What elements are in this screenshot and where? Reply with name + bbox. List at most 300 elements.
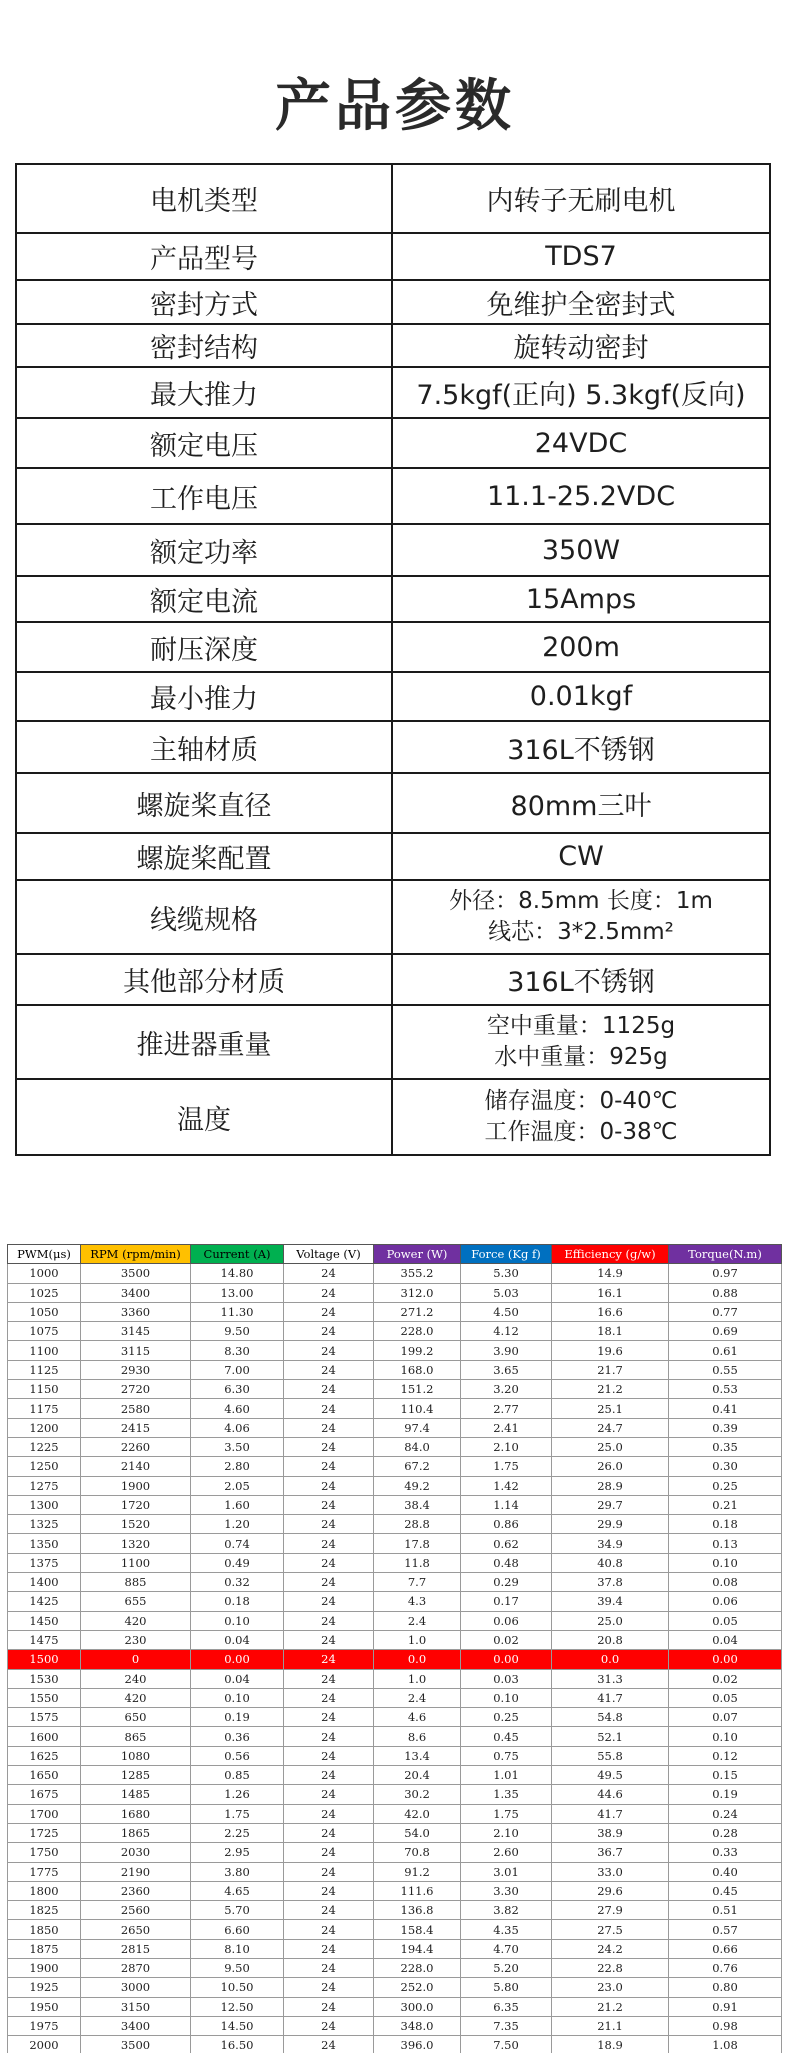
table-cell: 28.8 [374, 1515, 461, 1534]
page-title: 产品参数 [275, 74, 515, 139]
table-cell: 0.77 [669, 1302, 782, 1321]
table-cell: 1225 [8, 1437, 81, 1456]
table-cell: 42.0 [374, 1804, 461, 1823]
table-cell: 24 [284, 1534, 374, 1553]
table-cell: 3400 [81, 2016, 191, 2035]
table-cell: 1720 [81, 1495, 191, 1514]
spec-label: 最大推力 [16, 367, 392, 418]
table-cell: 1485 [81, 1785, 191, 1804]
spec-value-line: 空中重量：1125g [486, 1013, 676, 1039]
spec-value-line: 316L不锈钢 [507, 967, 655, 998]
table-cell: 5.80 [461, 1978, 552, 1997]
table-cell: 3150 [81, 1997, 191, 2016]
column-header: Efficiency (g/w) [552, 1245, 669, 1264]
table-cell: 2030 [81, 1843, 191, 1862]
table-cell: 1100 [8, 1341, 81, 1360]
table-cell: 1500 [8, 1650, 81, 1669]
table-cell: 0.06 [461, 1611, 552, 1630]
table-cell: 24 [284, 1785, 374, 1804]
table-cell: 4.60 [191, 1399, 284, 1418]
table-cell: 312.0 [374, 1283, 461, 1302]
table-cell: 4.35 [461, 1920, 552, 1939]
table-cell: 27.5 [552, 1920, 669, 1939]
table-cell: 252.0 [374, 1978, 461, 1997]
table-cell: 0.41 [669, 1399, 782, 1418]
table-cell: 3000 [81, 1978, 191, 1997]
table-cell: 158.4 [374, 1920, 461, 1939]
table-row [8, 1592, 782, 1611]
spec-row [16, 1079, 770, 1155]
table-cell: 4.70 [461, 1939, 552, 1958]
table-cell: 2930 [81, 1360, 191, 1379]
table-cell: 1150 [8, 1380, 81, 1399]
performance-header-row [8, 1245, 782, 1264]
table-cell: 0.17 [461, 1592, 552, 1611]
table-cell: 151.2 [374, 1380, 461, 1399]
spec-value-line: 350W [541, 534, 621, 566]
table-row [8, 1708, 782, 1727]
table-cell: 9.50 [191, 1322, 284, 1341]
spec-value [392, 1005, 770, 1079]
table-cell: 2.60 [461, 1843, 552, 1862]
table-row [8, 1958, 782, 1977]
table-cell: 24 [284, 1669, 374, 1688]
table-cell: 24 [284, 2036, 374, 2053]
table-cell: 0.66 [669, 1939, 782, 1958]
table-cell: 0.05 [669, 1688, 782, 1707]
table-cell: 4.3 [374, 1592, 461, 1611]
table-cell: 24 [284, 1341, 374, 1360]
column-header: Force (Kg f) [461, 1245, 552, 1264]
table-cell: 38.4 [374, 1495, 461, 1514]
table-cell: 24 [284, 1264, 374, 1283]
table-cell: 55.8 [552, 1746, 669, 1765]
table-cell: 24 [284, 1939, 374, 1958]
table-cell: 1650 [8, 1766, 81, 1785]
table-cell: 49.2 [374, 1476, 461, 1495]
table-cell: 0.32 [191, 1573, 284, 1592]
table-cell: 0.88 [669, 1283, 782, 1302]
column-header: Torque(N.m) [669, 1245, 782, 1264]
table-cell: 1.42 [461, 1476, 552, 1495]
table-cell: 1100 [81, 1553, 191, 1572]
table-row [8, 1534, 782, 1553]
table-row [8, 2036, 782, 2053]
table-cell: 2.41 [461, 1418, 552, 1437]
table-row [8, 1341, 782, 1360]
table-cell: 17.8 [374, 1534, 461, 1553]
table-cell: 1850 [8, 1920, 81, 1939]
performance-table [7, 1244, 782, 2053]
table-row [8, 2016, 782, 2035]
table-cell: 24 [284, 1283, 374, 1302]
table-cell: 228.0 [374, 1958, 461, 1977]
table-cell: 36.7 [552, 1843, 669, 1862]
table-cell: 1475 [8, 1630, 81, 1649]
table-cell: 0.19 [669, 1785, 782, 1804]
column-header: Current (A) [191, 1245, 284, 1264]
spec-label: 产品型号 [16, 233, 392, 280]
table-cell: 3500 [81, 2036, 191, 2053]
spec-row [16, 233, 770, 280]
table-cell: 0.56 [191, 1746, 284, 1765]
spec-row [16, 721, 770, 773]
table-cell: 240 [81, 1669, 191, 1688]
table-cell: 0.28 [669, 1823, 782, 1842]
table-cell: 1900 [8, 1958, 81, 1977]
table-cell: 0.86 [461, 1515, 552, 1534]
spec-value-line: 线芯：3*2.5mm² [488, 919, 674, 945]
table-cell: 3400 [81, 1283, 191, 1302]
table-cell: 0.29 [461, 1573, 552, 1592]
table-row [8, 1727, 782, 1746]
table-cell: 2000 [8, 2036, 81, 2053]
table-cell: 0.48 [461, 1553, 552, 1572]
table-cell: 24 [284, 1901, 374, 1920]
table-cell: 300.0 [374, 1997, 461, 2016]
table-cell: 0.07 [669, 1708, 782, 1727]
table-cell: 25.0 [552, 1437, 669, 1456]
table-cell: 0.69 [669, 1322, 782, 1341]
table-cell: 2415 [81, 1418, 191, 1437]
table-cell: 0.21 [669, 1495, 782, 1514]
table-cell: 2650 [81, 1920, 191, 1939]
table-cell: 14.9 [552, 1264, 669, 1283]
table-cell: 16.50 [191, 2036, 284, 2053]
table-cell: 3.20 [461, 1380, 552, 1399]
spec-value-line: 80mm三叶 [510, 790, 652, 822]
table-cell: 24 [284, 1746, 374, 1765]
table-cell: 9.50 [191, 1958, 284, 1977]
table-row [8, 1630, 782, 1649]
spec-row [16, 954, 770, 1005]
spec-value [392, 880, 770, 954]
table-cell: 1425 [8, 1592, 81, 1611]
table-cell: 4.6 [374, 1708, 461, 1727]
spec-value-line: 24VDC [534, 427, 628, 459]
table-cell: 230 [81, 1630, 191, 1649]
table-cell: 0.18 [669, 1515, 782, 1534]
table-row [8, 1804, 782, 1823]
table-cell: 0.0 [552, 1650, 669, 1669]
table-cell: 0.33 [669, 1843, 782, 1862]
spec-label: 额定功率 [16, 524, 392, 576]
spec-value [392, 280, 770, 324]
table-cell: 0.13 [669, 1534, 782, 1553]
table-cell: 20.8 [552, 1630, 669, 1649]
table-cell: 1.35 [461, 1785, 552, 1804]
table-cell: 1025 [8, 1283, 81, 1302]
table-cell: 3115 [81, 1341, 191, 1360]
table-cell: 49.5 [552, 1766, 669, 1785]
table-cell: 2560 [81, 1901, 191, 1920]
table-cell: 1080 [81, 1746, 191, 1765]
table-row [8, 1611, 782, 1630]
table-cell: 21.2 [552, 1997, 669, 2016]
table-cell: 24 [284, 1823, 374, 1842]
spec-value [392, 954, 770, 1005]
table-cell: 24.2 [552, 1939, 669, 1958]
table-cell: 1775 [8, 1862, 81, 1881]
table-row [8, 1360, 782, 1379]
table-cell: 7.50 [461, 2036, 552, 2053]
table-cell: 110.4 [374, 1399, 461, 1418]
spec-value [392, 233, 770, 280]
table-cell: 0.76 [669, 1958, 782, 1977]
spec-row [16, 622, 770, 672]
table-cell: 10.50 [191, 1978, 284, 1997]
table-cell: 0.30 [669, 1457, 782, 1476]
table-cell: 2.10 [461, 1437, 552, 1456]
spec-row [16, 468, 770, 524]
table-cell: 14.50 [191, 2016, 284, 2035]
table-cell: 1.0 [374, 1669, 461, 1688]
table-cell: 0.10 [669, 1727, 782, 1746]
table-cell: 21.2 [552, 1380, 669, 1399]
table-cell: 0.06 [669, 1592, 782, 1611]
spec-value-line: 0.01kgf [529, 681, 633, 712]
spec-value-line: CW [558, 841, 604, 872]
table-cell: 0.35 [669, 1437, 782, 1456]
table-row [8, 1785, 782, 1804]
table-cell: 1200 [8, 1418, 81, 1437]
table-cell: 41.7 [552, 1688, 669, 1707]
table-row [8, 1264, 782, 1283]
spec-value [392, 324, 770, 367]
table-cell: 24 [284, 1958, 374, 1977]
spec-row [16, 672, 770, 721]
table-cell: 4.65 [191, 1881, 284, 1900]
table-row [8, 1476, 782, 1495]
table-cell: 33.0 [552, 1862, 669, 1881]
table-cell: 1400 [8, 1573, 81, 1592]
table-cell: 199.2 [374, 1341, 461, 1360]
table-cell: 0.02 [669, 1669, 782, 1688]
table-cell: 655 [81, 1592, 191, 1611]
table-cell: 0.85 [191, 1766, 284, 1785]
table-cell: 3500 [81, 1264, 191, 1283]
table-cell: 0.00 [461, 1650, 552, 1669]
spec-label: 最小推力 [16, 672, 392, 721]
table-cell: 3.90 [461, 1341, 552, 1360]
table-cell: 24 [284, 1380, 374, 1399]
table-row [8, 1553, 782, 1572]
table-cell: 1000 [8, 1264, 81, 1283]
table-cell: 24 [284, 1843, 374, 1862]
table-cell: 24 [284, 2016, 374, 2035]
table-cell: 1.75 [461, 1457, 552, 1476]
table-cell: 1.14 [461, 1495, 552, 1514]
spec-value-line: 外径：8.5mm 长度：1m [449, 888, 713, 914]
table-cell: 0.36 [191, 1727, 284, 1746]
table-cell: 27.9 [552, 1901, 669, 1920]
spec-row [16, 1005, 770, 1079]
table-cell: 1530 [8, 1669, 81, 1688]
table-cell: 0.97 [669, 1264, 782, 1283]
table-row [8, 1399, 782, 1418]
table-cell: 0.91 [669, 1997, 782, 2016]
table-cell: 97.4 [374, 1418, 461, 1437]
table-row [8, 1515, 782, 1534]
table-cell: 7.35 [461, 2016, 552, 2035]
table-cell: 1375 [8, 1553, 81, 1572]
table-cell: 3.30 [461, 1881, 552, 1900]
table-row [8, 1669, 782, 1688]
table-cell: 1275 [8, 1476, 81, 1495]
table-cell: 8.10 [191, 1939, 284, 1958]
table-cell: 0.10 [461, 1688, 552, 1707]
spec-value-line: 200m [542, 631, 620, 663]
table-cell: 0.75 [461, 1746, 552, 1765]
table-cell: 1.0 [374, 1630, 461, 1649]
table-cell: 0.55 [669, 1360, 782, 1379]
spec-value-line: 316L不锈钢 [507, 734, 655, 766]
table-cell: 0.04 [191, 1630, 284, 1649]
spec-value [392, 524, 770, 576]
spec-value [392, 622, 770, 672]
table-cell: 0.10 [191, 1688, 284, 1707]
table-cell: 24 [284, 1611, 374, 1630]
table-row [8, 1920, 782, 1939]
table-cell: 18.9 [552, 2036, 669, 2053]
table-cell: 30.2 [374, 1785, 461, 1804]
table-cell: 136.8 [374, 1901, 461, 1920]
table-cell: 111.6 [374, 1881, 461, 1900]
spec-row [16, 280, 770, 324]
spec-label: 密封结构 [16, 324, 392, 367]
table-cell: 24 [284, 1727, 374, 1746]
column-header: PWM(μs) [8, 1245, 81, 1264]
table-cell: 54.0 [374, 1823, 461, 1842]
table-cell: 21.1 [552, 2016, 669, 2035]
table-cell: 11.30 [191, 1302, 284, 1321]
table-cell: 271.2 [374, 1302, 461, 1321]
table-cell: 0.24 [669, 1804, 782, 1823]
table-cell: 24 [284, 1322, 374, 1341]
table-cell: 1725 [8, 1823, 81, 1842]
table-cell: 1825 [8, 1901, 81, 1920]
table-cell: 4.12 [461, 1322, 552, 1341]
table-cell: 13.4 [374, 1746, 461, 1765]
spec-label: 主轴材质 [16, 721, 392, 773]
table-cell: 1600 [8, 1727, 81, 1746]
spec-value [392, 576, 770, 622]
table-row [8, 1766, 782, 1785]
table-row [8, 1322, 782, 1341]
table-cell: 6.35 [461, 1997, 552, 2016]
table-cell: 0 [81, 1650, 191, 1669]
table-cell: 168.0 [374, 1360, 461, 1379]
table-cell: 24 [284, 1437, 374, 1456]
table-cell: 0.80 [669, 1978, 782, 1997]
table-cell: 8.30 [191, 1341, 284, 1360]
table-cell: 1.26 [191, 1785, 284, 1804]
table-cell: 24 [284, 1360, 374, 1379]
table-cell: 0.19 [191, 1708, 284, 1727]
spec-value [392, 367, 770, 418]
spec-value-line: 11.1-25.2VDC [486, 480, 676, 512]
table-cell: 0.04 [669, 1630, 782, 1649]
table-cell: 3145 [81, 1322, 191, 1341]
table-cell: 0.10 [191, 1611, 284, 1630]
table-cell: 23.0 [552, 1978, 669, 1997]
table-cell: 24 [284, 1881, 374, 1900]
table-cell: 54.8 [552, 1708, 669, 1727]
table-cell: 5.70 [191, 1901, 284, 1920]
column-header: Voltage (V) [284, 1245, 374, 1264]
spec-value-line: 旋转动密封 [513, 333, 649, 364]
table-cell: 420 [81, 1611, 191, 1630]
table-cell: 1050 [8, 1302, 81, 1321]
table-cell: 29.7 [552, 1495, 669, 1514]
table-cell: 39.4 [552, 1592, 669, 1611]
table-cell: 3.82 [461, 1901, 552, 1920]
table-cell: 24 [284, 1553, 374, 1572]
table-cell: 3.80 [191, 1862, 284, 1881]
table-cell: 0.25 [669, 1476, 782, 1495]
spec-label: 电机类型 [16, 164, 392, 233]
table-cell: 3.01 [461, 1862, 552, 1881]
highlighted-row [8, 1650, 782, 1669]
table-cell: 2.80 [191, 1457, 284, 1476]
table-cell: 24 [284, 1399, 374, 1418]
table-cell: 1175 [8, 1399, 81, 1418]
table-cell: 34.9 [552, 1534, 669, 1553]
table-cell: 29.9 [552, 1515, 669, 1534]
spec-row [16, 324, 770, 367]
table-cell: 2190 [81, 1862, 191, 1881]
table-cell: 1575 [8, 1708, 81, 1727]
spec-row [16, 164, 770, 233]
table-cell: 2720 [81, 1380, 191, 1399]
table-cell: 1125 [8, 1360, 81, 1379]
table-cell: 1520 [81, 1515, 191, 1534]
table-cell: 0.45 [461, 1727, 552, 1746]
table-row [8, 1939, 782, 1958]
table-cell: 29.6 [552, 1881, 669, 1900]
spec-value-line: TDS7 [545, 241, 617, 272]
table-row [8, 1380, 782, 1399]
table-cell: 24 [284, 1804, 374, 1823]
spec-value [392, 418, 770, 468]
table-cell: 420 [81, 1688, 191, 1707]
table-cell: 20.4 [374, 1766, 461, 1785]
table-cell: 865 [81, 1727, 191, 1746]
table-cell: 26.0 [552, 1457, 669, 1476]
table-cell: 24 [284, 1476, 374, 1495]
table-cell: 3.50 [191, 1437, 284, 1456]
table-cell: 0.15 [669, 1766, 782, 1785]
table-cell: 1320 [81, 1534, 191, 1553]
table-cell: 22.8 [552, 1958, 669, 1977]
table-cell: 1300 [8, 1495, 81, 1514]
spec-row [16, 833, 770, 880]
table-cell: 1285 [81, 1766, 191, 1785]
table-cell: 24 [284, 1515, 374, 1534]
table-cell: 355.2 [374, 1264, 461, 1283]
table-cell: 2.25 [191, 1823, 284, 1842]
table-cell: 1.20 [191, 1515, 284, 1534]
table-cell: 0.49 [191, 1553, 284, 1572]
table-row [8, 1997, 782, 2016]
table-row [8, 1573, 782, 1592]
table-cell: 14.80 [191, 1264, 284, 1283]
table-cell: 24 [284, 1650, 374, 1669]
table-cell: 24 [284, 1302, 374, 1321]
spec-value-line: 7.5kgf(正向) 5.3kgf(反向) [416, 380, 746, 411]
table-cell: 16.1 [552, 1283, 669, 1302]
table-cell: 24 [284, 1920, 374, 1939]
